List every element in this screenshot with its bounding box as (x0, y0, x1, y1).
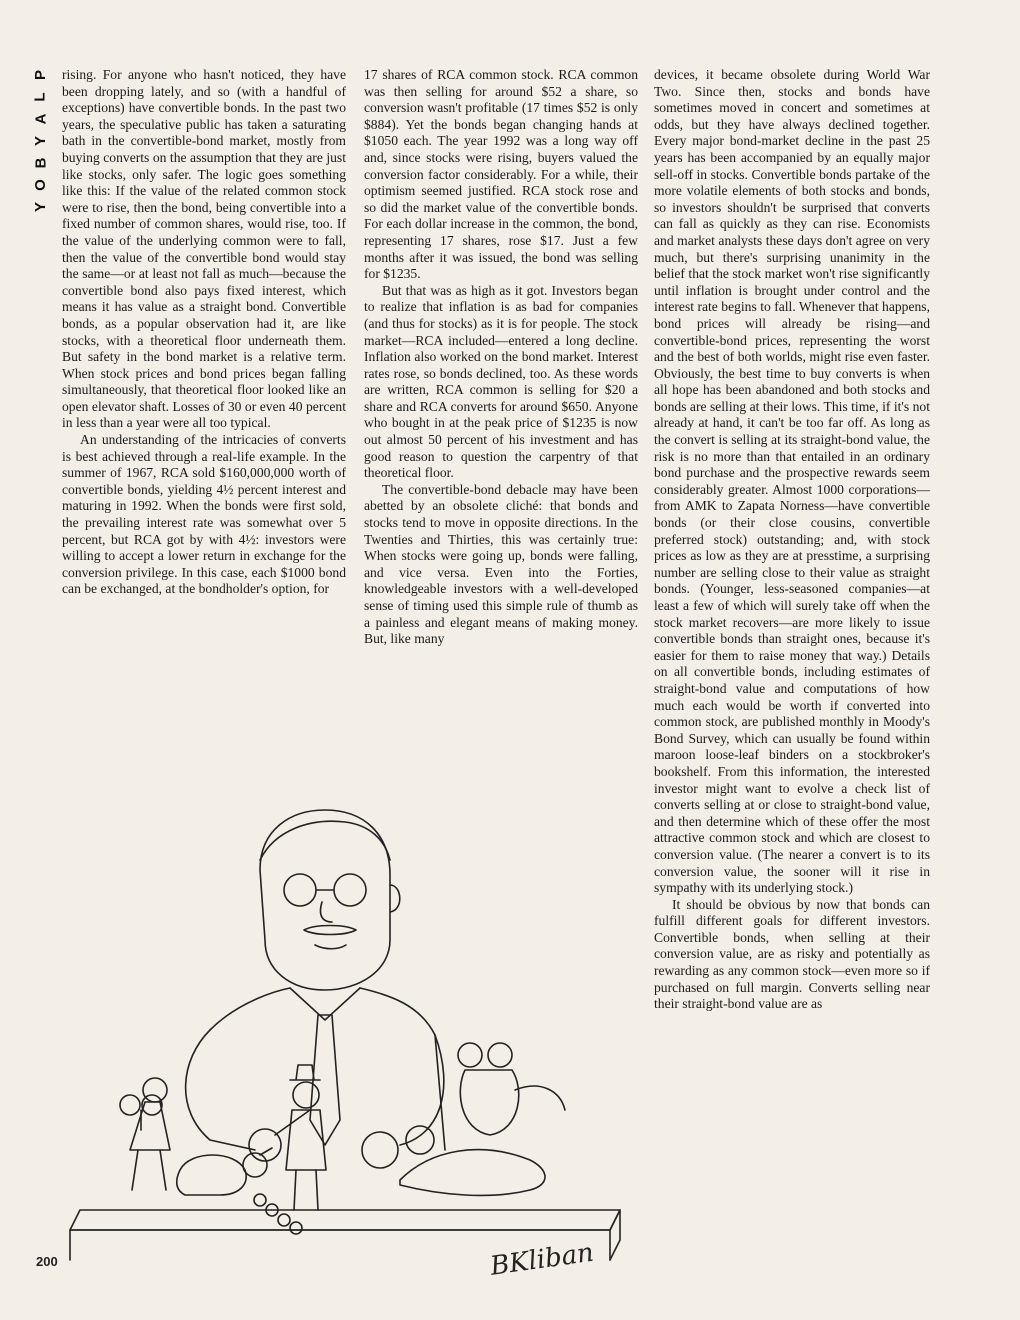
masthead-letter: Y (31, 201, 49, 213)
masthead-letter: A (32, 113, 49, 125)
doll-body (130, 1102, 170, 1150)
doll-legs (132, 1150, 166, 1190)
bug-wing (515, 1086, 565, 1110)
wooden-figure-joint (254, 1194, 266, 1206)
bug-eye (488, 1043, 512, 1067)
masthead-letter: B (32, 157, 49, 169)
cartoon-illustration (60, 790, 640, 1280)
text-column-2 (364, 67, 638, 648)
paragraph: rising. For anyone who hasn't noticed, they have been dropping lately, and so (with a handful of exceptions) have convertible bonds. In the past two years, the speculative public has taken a saturating bath in the convertible-bond market, mostly from buying converts on the assumption that they are just like stocks, only safer. The logic goes something like this: If the value of the related common stock were to rise, then the bond, being convertible into a fixed number of common shares, would rise, too. If the value of the underlying common were to fall, then the value of the convertible bond would stay the same—or at least not fall as much—because the convertible bond also pays fixed interest, which means it has value as a straight bond. Convertible bonds, as a popular observation had it, are like stocks, with a theoretical floor underneath them. But safety in the bond market is a relative term. When stock prices and bond prices began falling simultaneously, that theoretical floor looked like an open elevator shaft. Losses of 30 or even 40 percent in less than a year were all too typical. (62, 67, 346, 431)
workbench-top (70, 1210, 620, 1230)
man-left-arm (186, 1030, 255, 1150)
cartoon-signature: BKliban (488, 1237, 596, 1280)
paragraph: It should be obvious by now that bonds can fulfill different goals for different investors. Convertible bonds, when selling at their conversion value, are as risky and potentially as rewarding as any common stock—even more so if purchased on full margin. Converts selling near their straight-bond value are as (654, 896, 930, 1012)
text-column-3 (654, 67, 930, 1013)
man-mouth (315, 945, 346, 949)
man-mustache (304, 926, 356, 935)
masthead-letter: P (31, 69, 49, 81)
toy-man-body (286, 1110, 326, 1170)
workbench-side (610, 1210, 620, 1260)
text-column-1 (62, 67, 346, 598)
cartoon-drawing (60, 790, 640, 1280)
lying-figure (400, 1150, 545, 1196)
bug-eye (458, 1043, 482, 1067)
screwdriver (275, 1110, 310, 1135)
man-nose (320, 902, 332, 922)
masthead-letter: O (31, 179, 49, 191)
paragraph: But that was as high as it got. Investors began to realize that inflation is as bad for companies (and thus for stocks) as it is for people. The stock market—RCA included—entered a long decline. Inflation also worked on the bond market. Interest rates rose, so bonds declined, too. As these words are written, RCA common is selling for $20 a share and RCA converts for around $650. Anyone who bought in at the peak price of $1235 is now out almost 50 percent of his investment and has good reason to question the carpentry of that theoretical floor. (364, 282, 638, 481)
toy-man-legs (294, 1170, 318, 1210)
masthead-letter: L (31, 92, 49, 102)
masthead-vertical (30, 64, 52, 224)
glasses-right-lens (334, 874, 366, 906)
man-right-hand (362, 1132, 398, 1168)
doll-head (143, 1078, 167, 1102)
man-ear (390, 885, 400, 912)
bug-body (460, 1070, 518, 1135)
man-torso (210, 988, 445, 1150)
wooden-figure-joint (278, 1214, 290, 1226)
man-hair (260, 821, 390, 860)
paragraph: The convertible-bond debacle may have been abetted by an obsolete cliché: that bonds and stocks tend to move in opposite directions. In the Twenties and Thirties, this was certainly true: When stocks were going up, bonds were falling, and vice versa. Even into the Forties, knowledgeable investors with a well-developed sense of timing used this simple rule of thumb as a painless and elegant means of making money. But, like many (364, 481, 638, 647)
man-right-arm (400, 1035, 444, 1145)
toy-man-head (293, 1082, 319, 1108)
page-number: 200 (36, 1254, 58, 1269)
paragraph: An understanding of the intricacies of converts is best achieved through a real-life example. In the summer of 1967, RCA sold $160,000,000 worth of convertible bonds, yielding 4½ percent interest and maturing in 1992. When the bonds were first sold, the prevailing interest rate was somewhat over 5 percent, but RCA got by with 4½: investors were willing to accept a lower return in exchange for the conversion privilege. In this case, each $1000 bond can be exchanged, at the bondholder's option, for (62, 432, 346, 597)
toy-man-hat (290, 1065, 320, 1080)
wooden-figure-joint (290, 1222, 302, 1234)
toy-dog (177, 1155, 246, 1195)
windup-key-ring (142, 1095, 162, 1115)
glasses-left-lens (284, 874, 316, 906)
paragraph: devices, it became obsolete during World War Two. Since then, stocks and bonds have sometimes moved in concert and sometimes at odds, but they have always declined together. Every major bond-market decline in the past 25 years has been accompanied by an equally major sell-off in stocks. Convertible bonds partake of the more volatile elements of both stocks and bonds, so investors shouldn't be surprised that converts can fall as quickly as they can rise. Economists and market analysts these days don't agree on very much, but there's surprising unanimity in the belief that the stock market won't rise significantly until inflation is brought under control and the interest rate begins to fall. Whenever that happens, bond prices will already be rising—and convertible-bond prices, representing the worst and the best of both worlds, might rise even faster. Obviously, the best time to buy converts is when all hope has been abandoned and both stocks and bonds are selling at their lows. This time, if it's not already at hand, it can't be too far off. As long as the convert is selling at its straight-bond value, the risk is no more than that entailed in an ordinary bond purchase and the prospective rewards seem considerably greater. Almost 1000 corporations—from AMK to Zapata Norness—have convertible bonds (or their close cousins, convertible preferred stock) outstanding; and, with stock prices as low as they are at presstime, a surprising number are selling close to their value as straight bonds. (Younger, less-seasoned companies—at least a few of which will surely take off when the stock market recovers—are more likely to issue convertible bonds than straight ones, because it's easier for them to raise money that way.) Details on all convertible bonds, including estimates of straight-bond value and computations of how much each would be worth if converted into common stock, are published monthly in Moody's Bond Survey, which can usually be found within maroon loose-leaf binders on a stockbroker's bookshelf. From this information, the interested investor might want to evolve a check list of converts selling at or close to straight-bond value, and then determine which of these offer the most attractive common stock and which are closest to conversion value. (The nearer a convert is to its conversion value, the sooner will it rise in sympathy with its underlying stock.) (654, 67, 930, 896)
masthead-letter: Y (31, 135, 49, 147)
lying-figure-head (406, 1126, 434, 1154)
windup-key-ring (120, 1095, 140, 1115)
toy-dog-ear (260, 1148, 272, 1155)
paragraph: 17 shares of RCA common stock. RCA common was then selling for around $52 a share, so conversion wasn't profitable (17 times $52 is only $884). Yet the bonds began changing hands at $1050 each. The year 1992 was a long way off and, since stocks were rising, buyers valued the conversion factor considerably. For a while, their optimism seemed justified. RCA stock rose and so did the market value of the convertible bonds. For each dollar increase in the common, the bond, representing 17 shares, rose $17. Just a few months after it was issued, the bond was selling for $1235. (364, 67, 638, 282)
